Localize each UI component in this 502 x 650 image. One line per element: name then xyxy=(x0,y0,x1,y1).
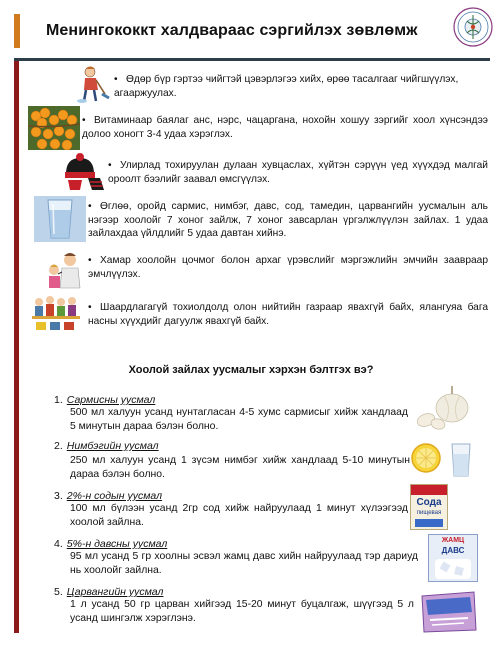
tip-item xyxy=(82,114,488,141)
lemon-water-icon xyxy=(410,436,476,480)
soda-sub-label: пищевая xyxy=(416,510,442,516)
soda-brand-label: Сода xyxy=(416,497,442,508)
remedy-name: Нимбэгийн уусмал xyxy=(66,440,159,452)
tip-item xyxy=(88,301,488,328)
bullet-icon: • xyxy=(82,115,86,126)
tip-text: Хамар хоолойн цочмог болон архаг үрэвслийг мэргэжлийн эмчийн заавраар эмчлүүлэх. xyxy=(88,255,488,280)
remedy-number: 3. xyxy=(54,490,63,502)
remedy-description: 250 мл халуун усанд 1 зүсэм нимбэг хийж хандлаад 5-10 минутын дараа бэлэн болно. xyxy=(70,455,410,480)
remedy-name: Царвангийн уусмал xyxy=(66,586,164,598)
remedy-title xyxy=(54,490,162,502)
bullet-icon: • xyxy=(88,302,92,313)
title-accent-bar xyxy=(14,14,20,48)
crowd-public-place-icon xyxy=(30,290,82,334)
tip-text: Витаминаар баялаг анс, нэрс, чацаргана, нохойн хошуу зэргийг хоол хүнсэндээ долоо хоногт 3-4 удаа хэрэглэх. xyxy=(82,115,488,140)
doctor-child-icon xyxy=(40,250,86,290)
remedy-description: 100 мл бүлээн усанд 2гр сод хийж найруулаад 1 минут хүлээгээд хоолой зайлна. xyxy=(70,503,408,528)
remedy-description: 95 мл усанд 5 гр хоолны эсвэл жамц давс хийн найруулаад тэр дариуд нь хоолойг зайлна. xyxy=(70,551,418,576)
remedy-description: 500 мл халуун усанд нунтагласан 4-5 хумс сармисыг хийж хандлаад 5 минутын дараа бэлэн болно. xyxy=(70,407,408,432)
bullet-icon: • xyxy=(108,160,112,171)
remedy-number: 5. xyxy=(54,586,63,598)
remedy-number: 4. xyxy=(54,538,63,550)
remedy-title xyxy=(54,538,167,550)
remedy-title xyxy=(54,586,163,598)
water-glass-icon xyxy=(34,196,86,242)
tip-text: Улирлад тохируулан дулаан хувцаслах, хүйтэн сэрүүн үед хүүхдэд малгай ороолт бээлийг заавал өмсгүүлэх. xyxy=(108,160,488,185)
salt-brand-label: ЖАМЦ xyxy=(441,537,465,544)
tip-text: Өглөө, оройд сармис, нимбэг, давс, сод, тамедин, царвангийн уусмалын аль нэгээр хоолойг 7 хоног зайлж, 7 хоног завсарлан үргэлжлүүлэн зайлах. 1 удаа зайлахдаа үйлдлийг 5 удаа давтан хийнэ. xyxy=(88,201,488,239)
remedy-number: 2. xyxy=(54,440,63,452)
remedy-title xyxy=(54,394,155,406)
salt-bag-image xyxy=(428,534,478,582)
remedy-name: 5%-н давсны уусмал xyxy=(66,538,168,550)
remedy-name: 2%-н содын уусмал xyxy=(66,490,163,502)
garlic-icon xyxy=(412,382,474,432)
salt-sub-label: ДАВС xyxy=(441,546,465,555)
soda-box-image xyxy=(410,484,448,530)
section-title: Хоолой зайлах уусмалыг хэрхэн бэлтгэх вэ? xyxy=(128,364,374,376)
tip-item xyxy=(108,159,488,186)
page-title: Менингококкт халдвараас сэргийлэх зөвлөмж xyxy=(46,22,418,39)
herb-package-icon xyxy=(418,590,478,634)
bullet-icon: • xyxy=(88,255,92,266)
left-border xyxy=(14,61,19,633)
tip-item xyxy=(88,254,488,281)
tip-text: Өдөр бүр гэртээ чийгтэй цэвэрлэгээ хийх, өрөө тасалгааг чийгшүүлэх, агааржуулах. xyxy=(114,74,459,99)
tip-item xyxy=(114,73,488,100)
remedy-name: Сармисны уусмал xyxy=(66,394,156,406)
remedy-title xyxy=(54,440,159,452)
bullet-icon: • xyxy=(88,201,92,212)
remedy-number: 1. xyxy=(54,394,63,406)
bullet-icon: • xyxy=(114,74,118,85)
tip-item xyxy=(88,200,488,241)
header-divider xyxy=(14,58,490,61)
remedy-description: 1 л усанд 50 гр царван хийгээд 15-20 минут буцалгаж, шүүгээд 5 л усанд шингэлж хэрэглэнэ. xyxy=(70,599,414,624)
cleaning-person-icon xyxy=(72,64,112,104)
ministry-emblem-icon xyxy=(452,6,494,48)
warm-hat-scarf-icon xyxy=(60,152,106,192)
tip-text: Шаардлагагүй тохиолдолд олон нийтийн газраар явахгүй байх, ялангуяа бага насны хүүхдийг дагуулж явахгүй байх. xyxy=(88,302,488,327)
sea-buckthorn-berries-icon xyxy=(28,106,80,150)
